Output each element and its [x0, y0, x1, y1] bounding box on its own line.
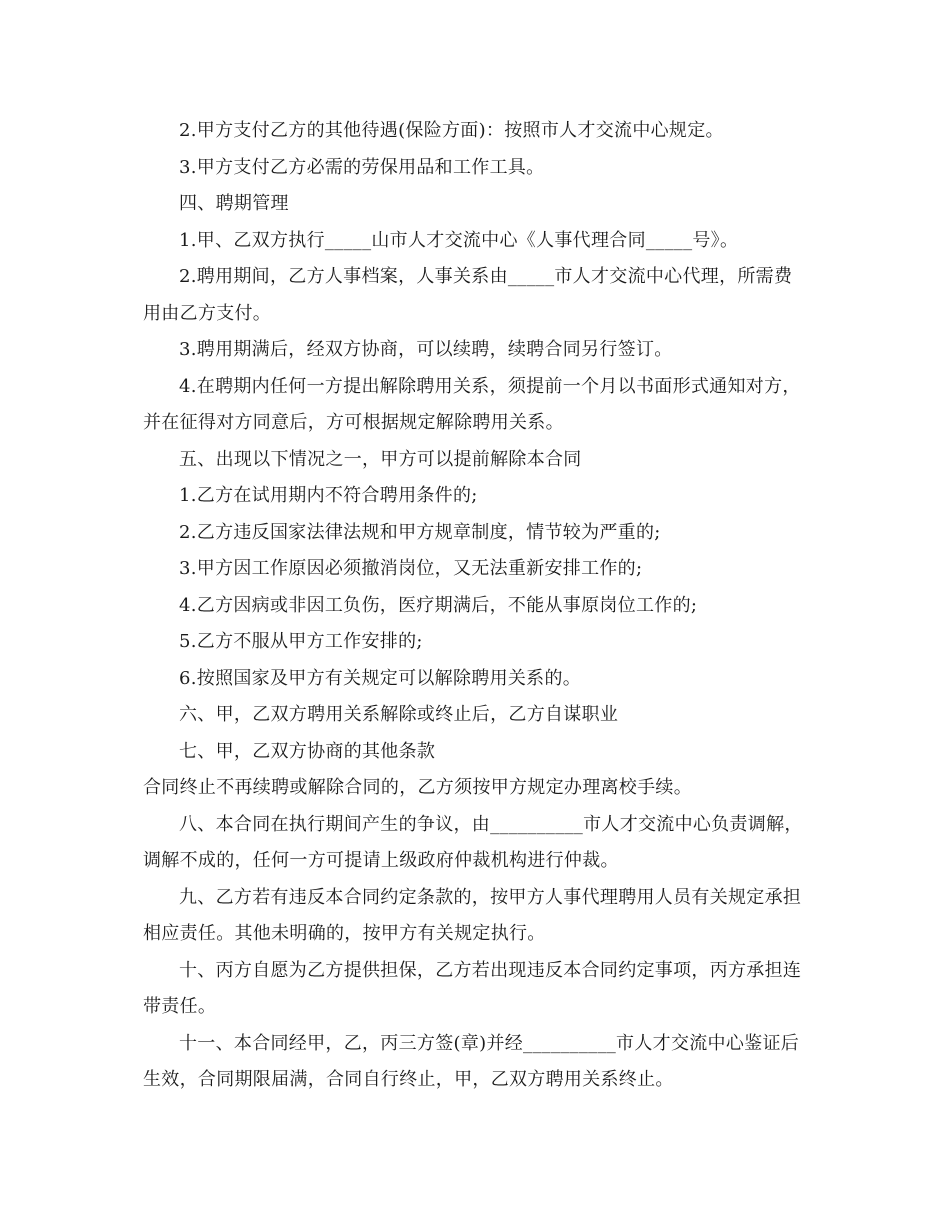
paragraph: 3.聘用期满后，经双方协商，可以续聘，续聘合同另行签订。	[179, 339, 673, 360]
paragraph: 4.乙方因病或非因工负伤，医疗期满后，不能从事原岗位工作的;	[179, 594, 698, 616]
paragraph: 3.甲方支付乙方必需的劳保用品和工作工具。	[179, 156, 545, 178]
section-heading: 四、聘期管理	[179, 193, 289, 214]
paragraph: 九、乙方若有违反本合同约定条款的，按甲方人事代理聘用人员有关规定承担相应责任。其他未明确的，按甲方有关规定执行。	[143, 886, 802, 944]
document-page	[143, 113, 808, 1099]
paragraph: 6.按照国家及甲方有关规定可以解除聘用关系的。	[179, 667, 582, 689]
paragraph: 八、本合同在执行期间产生的争议，由__________市人才交流中心负责调解，调解不成的，任何一方可提请上级政府仲裁机构进行仲裁。	[143, 813, 803, 871]
paragraph: 合同终止不再续聘或解除合同的，乙方须按甲方规定办理离校手续。	[143, 777, 692, 798]
paragraph: 4.在聘期内任何一方提出解除聘用关系，须提前一个月以书面形式通知对方，并在征得对方同意后，方可根据规定解除聘用关系。	[143, 375, 801, 433]
paragraph: 2.聘用期间，乙方人事档案，人事关系由_____市人才交流中心代理，所需费用由乙方支付。	[143, 266, 793, 324]
paragraph: 十、丙方自愿为乙方提供担保，乙方若出现违反本合同约定事项，丙方承担连带责任。	[143, 959, 802, 1017]
paragraph: 2.甲方支付乙方的其他待遇(保险方面)：按照市人才交流中心规定。	[179, 120, 724, 141]
section-heading: 六、甲，乙双方聘用关系解除或终止后，乙方自谋职业	[179, 704, 619, 725]
section-heading: 七、甲，乙双方协商的其他条款	[179, 740, 436, 762]
section-heading: 五、出现以下情况之一，甲方可以提前解除本合同	[179, 448, 582, 470]
paragraph: 5.乙方不服从甲方工作安排的;	[179, 631, 423, 652]
paragraph: 十一、本合同经甲，乙，丙三方签(章)并经__________市人才交流中心鉴证后生效，合同期限届满，合同自行终止，甲，乙双方聘用关系终止。	[143, 1032, 800, 1090]
paragraph: 1.乙方在试用期内不符合聘用条件的;	[179, 485, 478, 506]
paragraph: 1.甲、乙双方执行_____山市人才交流中心《人事代理合同_____号》。	[179, 229, 739, 251]
paragraph: 2.乙方违反国家法律法规和甲方规章制度，情节较为严重的;	[179, 521, 661, 543]
paragraph: 3.甲方因工作原因必须撤消岗位，又无法重新安排工作的;	[179, 558, 643, 579]
